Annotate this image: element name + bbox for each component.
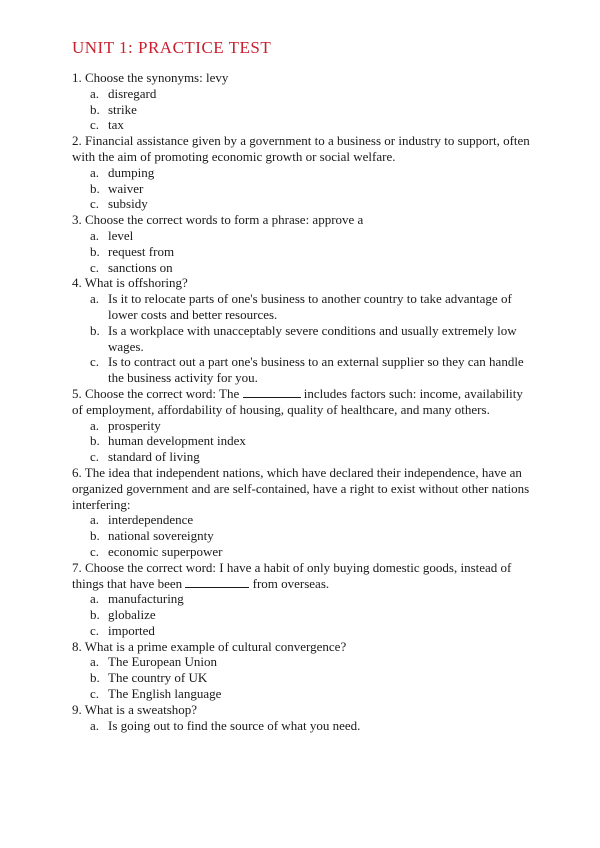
question-text: 2. Financial assistance given by a government to a business or industry to support, often with the aim of promoting economic growth or social welfare. bbox=[72, 133, 530, 164]
option-text: imported bbox=[108, 622, 155, 638]
question-text-before: 5. Choose the correct word: The bbox=[72, 385, 240, 401]
option-item bbox=[72, 102, 532, 118]
option-letter: b. bbox=[90, 670, 100, 686]
option-list bbox=[72, 591, 532, 638]
option-text: dumping bbox=[108, 164, 155, 180]
question-text: 1. Choose the synonyms: levy bbox=[72, 70, 229, 85]
option-letter: c. bbox=[90, 354, 100, 370]
option-letter: b. bbox=[90, 322, 100, 338]
option-item bbox=[72, 165, 532, 181]
option-list bbox=[72, 418, 532, 465]
option-item bbox=[72, 181, 532, 197]
option-item bbox=[72, 528, 532, 544]
option-item bbox=[72, 512, 532, 528]
question-text: 9. What is a sweatshop? bbox=[72, 701, 198, 717]
option-letter: c. bbox=[90, 449, 100, 465]
answer-blank bbox=[185, 576, 249, 588]
question-text: 6. The idea that independent nations, which have declared their independence, have an organized government and are self-contained, have a right to exist without other nations interfering: bbox=[72, 464, 530, 512]
option-text: request from bbox=[108, 243, 175, 259]
question-text bbox=[72, 386, 532, 418]
option-text: tax bbox=[108, 117, 124, 133]
option-letter: a. bbox=[90, 512, 100, 528]
option-text: manufacturing bbox=[108, 591, 184, 607]
option-item bbox=[72, 196, 532, 212]
option-item bbox=[72, 323, 532, 355]
option-item bbox=[72, 244, 532, 260]
question-1 bbox=[72, 70, 532, 133]
question-text-before: 7. Choose the correct word: I have a habit of only buying domestic goods, instead of things that have been bbox=[72, 559, 512, 591]
question-9 bbox=[72, 702, 532, 734]
option-list bbox=[72, 165, 532, 212]
option-letter: a. bbox=[90, 291, 100, 307]
question-2 bbox=[72, 133, 532, 212]
option-item bbox=[72, 433, 532, 449]
question-text: 3. Choose the correct words to form a phrase: approve a bbox=[72, 212, 364, 228]
question-5 bbox=[72, 386, 532, 465]
option-letter: b. bbox=[90, 180, 100, 196]
question-text-after: includes factors such: income, availability of employment, affordability of housing, quality of healthcare, and many others. bbox=[72, 385, 523, 417]
option-list bbox=[72, 291, 532, 386]
option-text: sanctions on bbox=[108, 259, 173, 275]
option-letter: a. bbox=[90, 164, 100, 180]
option-text: The European Union bbox=[108, 654, 218, 670]
option-item bbox=[72, 291, 532, 323]
option-item bbox=[72, 607, 532, 623]
answer-blank bbox=[243, 386, 301, 398]
option-text: human development index bbox=[108, 433, 246, 449]
option-letter: b. bbox=[90, 101, 100, 117]
option-item bbox=[72, 718, 532, 734]
option-item bbox=[72, 591, 532, 607]
option-text: subsidy bbox=[108, 196, 148, 212]
question-7 bbox=[72, 560, 532, 639]
option-text: Is going out to find the source of what you need. bbox=[108, 717, 361, 733]
question-text: 8. What is a prime example of cultural convergence? bbox=[72, 638, 347, 654]
option-item bbox=[72, 418, 532, 434]
option-item bbox=[72, 654, 532, 670]
option-text: national sovereignty bbox=[108, 528, 214, 544]
option-letter: c. bbox=[90, 196, 100, 212]
question-text bbox=[72, 560, 532, 592]
option-letter: a. bbox=[90, 85, 100, 101]
option-item bbox=[72, 544, 532, 560]
option-letter: c. bbox=[90, 259, 100, 275]
option-text: Is it to relocate parts of one's business to another country to take advantage of lower costs and better resources. bbox=[108, 291, 512, 322]
option-text: level bbox=[108, 227, 134, 243]
option-list bbox=[72, 718, 532, 734]
option-item bbox=[72, 86, 532, 102]
option-letter: c. bbox=[90, 622, 100, 638]
option-letter: a. bbox=[90, 654, 100, 670]
question-6 bbox=[72, 465, 532, 560]
option-item bbox=[72, 354, 532, 386]
option-text: Is a workplace with unacceptably severe conditions and usually extremely low wages. bbox=[108, 322, 517, 354]
option-item bbox=[72, 260, 532, 276]
question-4 bbox=[72, 275, 532, 386]
option-letter: a. bbox=[90, 227, 100, 243]
option-letter: a. bbox=[90, 591, 100, 607]
option-text: interdependence bbox=[108, 512, 194, 528]
option-letter: c. bbox=[90, 543, 100, 559]
option-item bbox=[72, 449, 532, 465]
option-letter: a. bbox=[90, 717, 100, 733]
option-letter: b. bbox=[90, 607, 100, 623]
option-text: strike bbox=[108, 101, 137, 117]
option-text: waiver bbox=[108, 180, 144, 196]
option-item bbox=[72, 228, 532, 244]
option-letter: a. bbox=[90, 417, 100, 433]
option-text: The country of UK bbox=[108, 670, 208, 686]
question-8 bbox=[72, 639, 532, 702]
option-text: Is to contract out a part one's business to an external supplier so they can handle the business activity for you. bbox=[108, 354, 524, 386]
option-text: disregard bbox=[108, 85, 157, 101]
question-text-after: from overseas. bbox=[252, 575, 330, 591]
option-letter: c. bbox=[90, 686, 100, 702]
option-letter: c. bbox=[90, 117, 100, 133]
option-item bbox=[72, 686, 532, 702]
option-text: prosperity bbox=[108, 417, 161, 433]
question-text: 4. What is offshoring? bbox=[72, 275, 188, 291]
option-item bbox=[72, 670, 532, 686]
option-list bbox=[72, 228, 532, 275]
option-text: The English language bbox=[108, 686, 222, 702]
option-letter: b. bbox=[90, 528, 100, 544]
page-title: UNIT 1: PRACTICE TEST bbox=[72, 38, 272, 57]
question-3 bbox=[72, 212, 532, 275]
question-list bbox=[72, 70, 532, 733]
option-text: economic superpower bbox=[108, 543, 223, 559]
option-text: standard of living bbox=[108, 449, 200, 465]
option-item bbox=[72, 117, 532, 133]
option-list bbox=[72, 512, 532, 559]
option-text: globalize bbox=[108, 607, 156, 623]
option-letter: b. bbox=[90, 243, 100, 259]
option-list bbox=[72, 86, 532, 133]
option-item bbox=[72, 623, 532, 639]
option-letter: b. bbox=[90, 433, 100, 449]
option-list bbox=[72, 654, 532, 701]
